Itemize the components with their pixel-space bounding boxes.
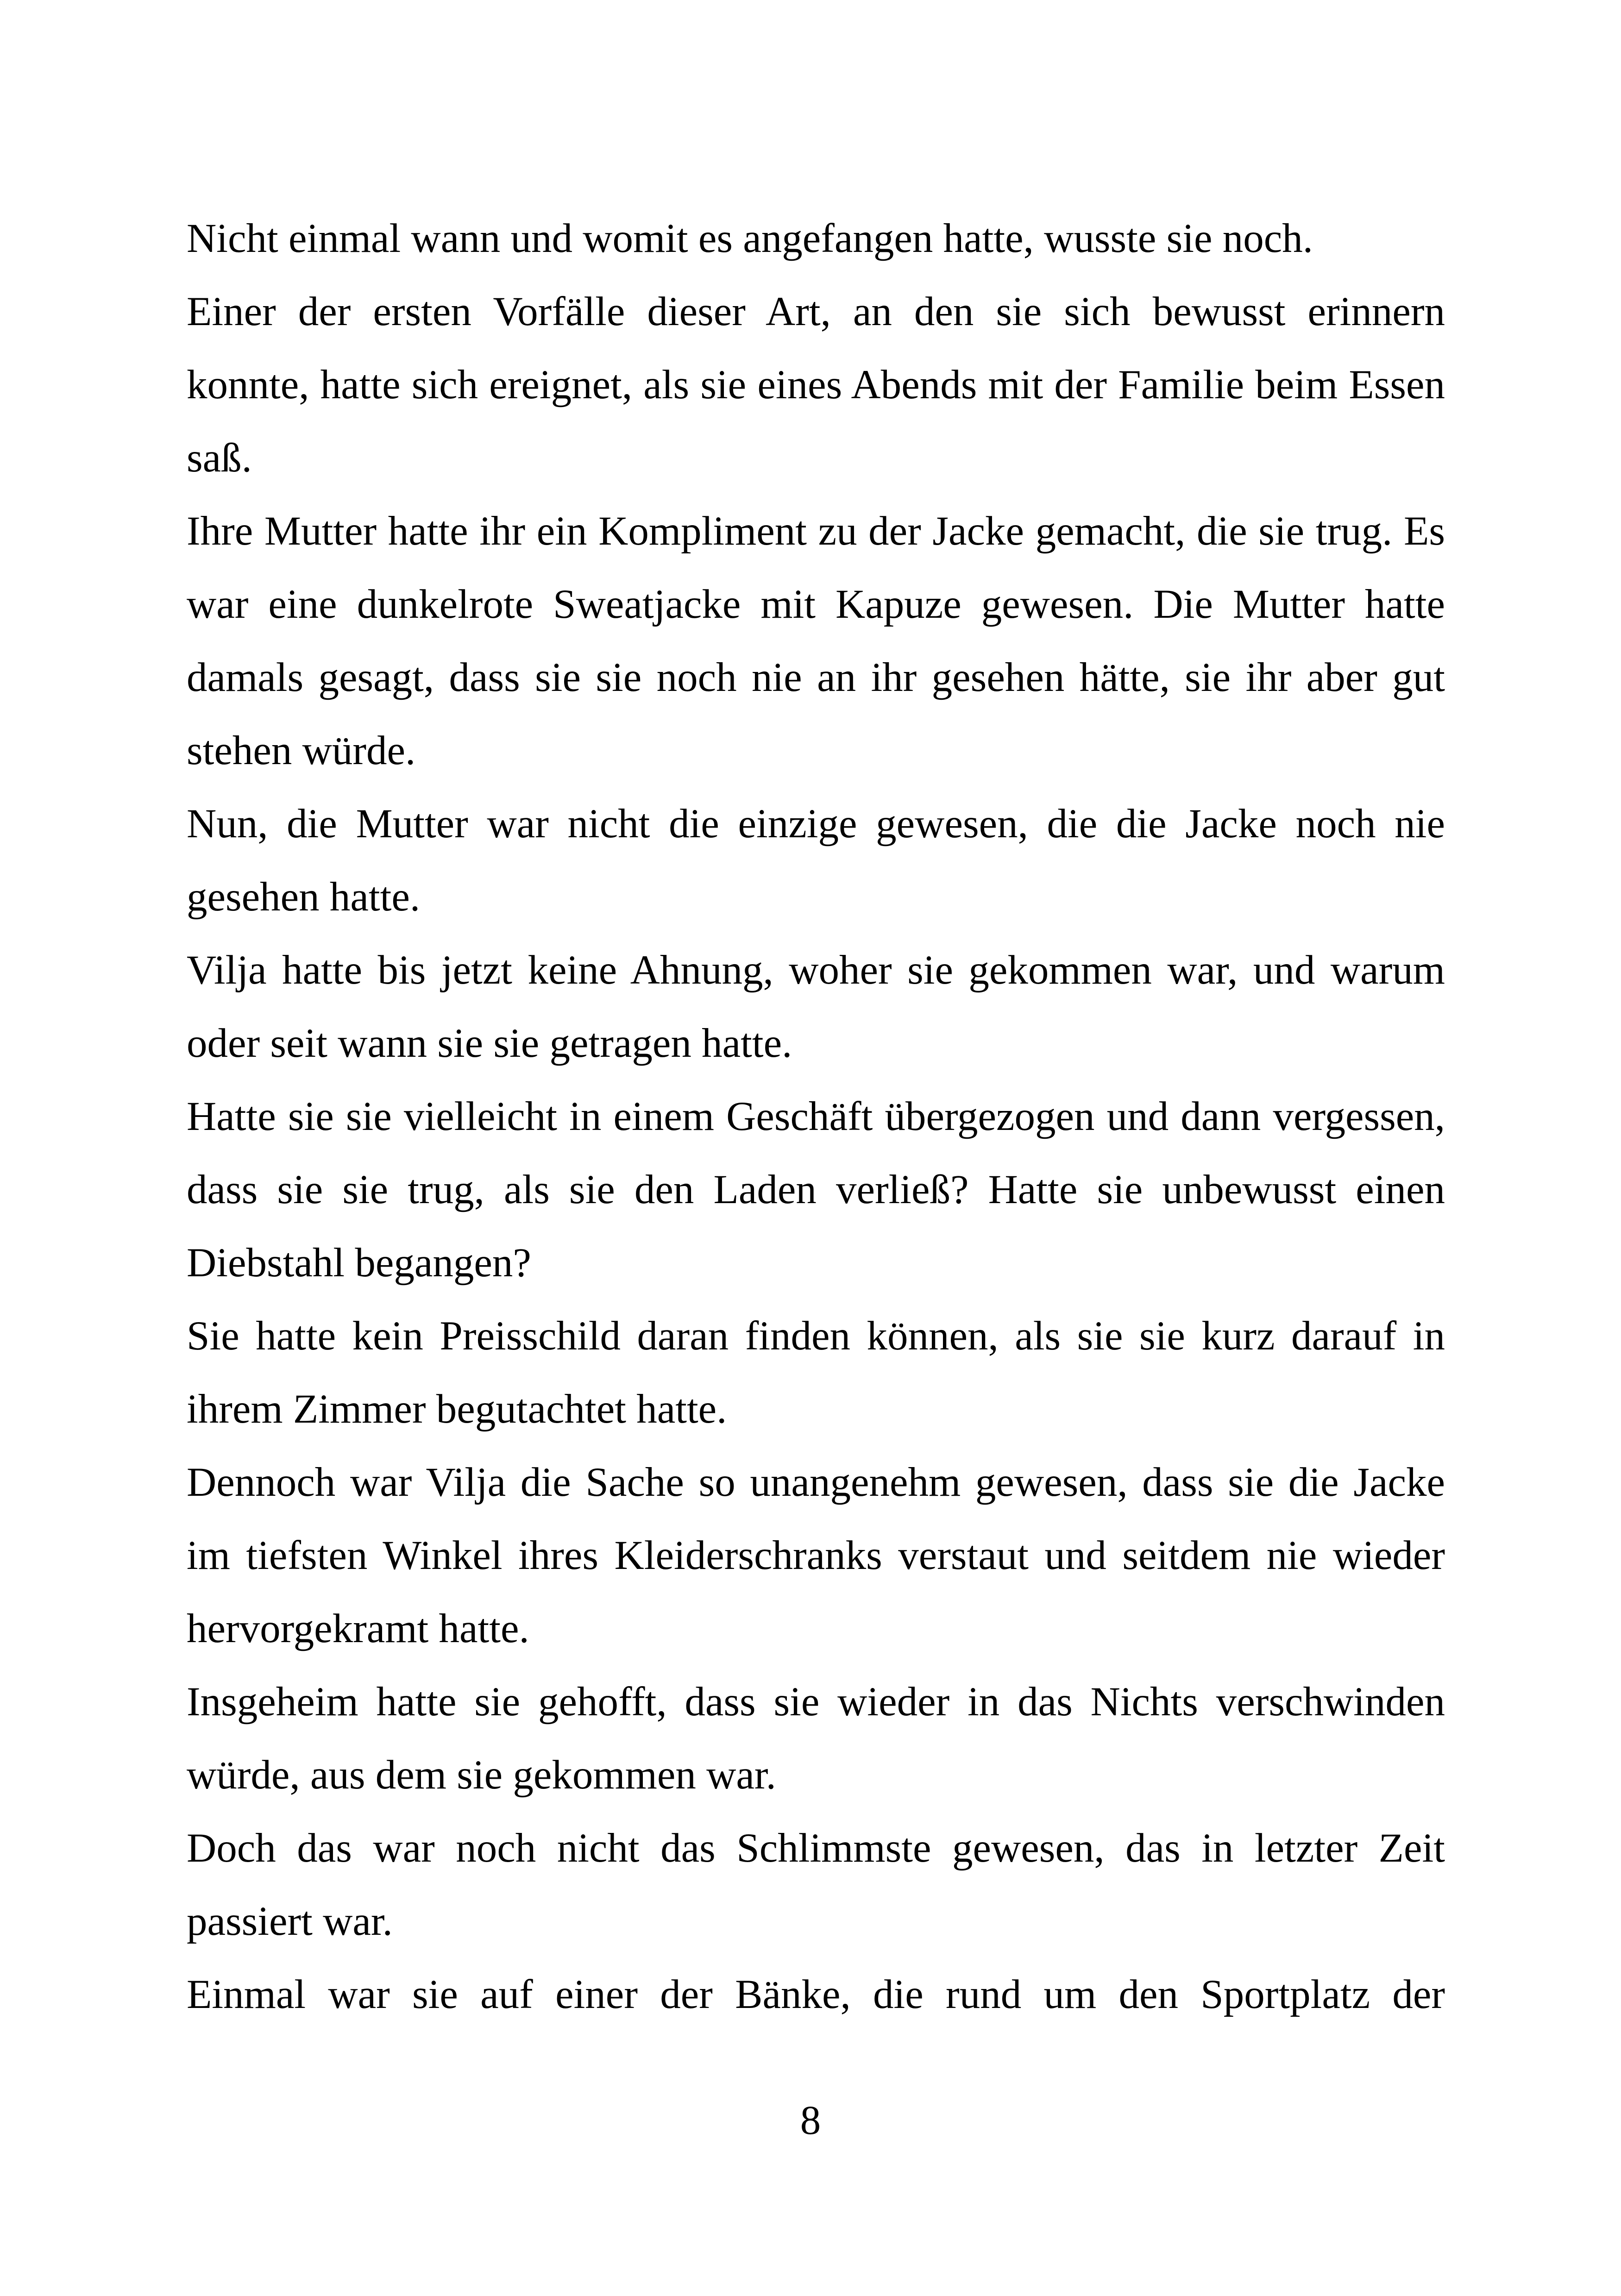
body-text <box>187 202 1445 2031</box>
paragraph: Hatte sie sie vielleicht in einem Geschäft übergezogen und dann vergessen, dass sie sie trug, als sie den Laden verließ? Hatte sie unbewusst einen Diebstahl begangen? <box>187 1094 1445 1286</box>
paragraph: Dennoch war Vilja die Sache so unangenehm gewesen, dass sie die Jacke im tiefsten Winkel ihres Kleiderschranks verstaut und seitdem nie wieder hervorgekramt hatte. <box>187 1460 1445 1651</box>
paragraph: Insgeheim hatte sie gehofft, dass sie wieder in das Nichts verschwinden würde, aus dem sie gekommen war. <box>187 1679 1445 1798</box>
paragraph: Ihre Mutter hatte ihr ein Kompliment zu der Jacke gemacht, die sie trug. Es war eine dunkelrote Sweatjacke mit Kapuze gewesen. Die Mutter hatte damals gesagt, dass sie sie noch nie an ihr gesehen hätte, sie ihr aber gut stehen würde. <box>187 508 1445 773</box>
paragraph: Vilja hatte bis jetzt keine Ahnung, woher sie gekommen war, und warum oder seit wann sie sie getragen hatte. <box>187 947 1445 1066</box>
paragraph: Nicht einmal wann und womit es angefangen hatte, wusste sie noch. <box>187 216 1313 261</box>
paragraph: Nun, die Mutter war nicht die einzige gewesen, die die Jacke noch nie gesehen hatte. <box>187 801 1445 920</box>
paragraph-continued: Einmal war sie auf einer der Bänke, die rund um den Sportplatz der <box>187 1972 1445 2017</box>
paragraph: Doch das war noch nicht das Schlimmste gewesen, das in letzter Zeit passiert war. <box>187 1826 1445 1944</box>
paragraph: Sie hatte kein Preisschild daran finden können, als sie sie kurz darauf in ihrem Zimmer begutachtet hatte. <box>187 1313 1445 1432</box>
page-number: 8 <box>800 2098 821 2143</box>
paragraph: Einer der ersten Vorfälle dieser Art, an den sie sich bewusst erinnern konnte, hatte sich ereignet, als sie eines Abends mit der Familie beim Essen saß. <box>187 289 1445 481</box>
